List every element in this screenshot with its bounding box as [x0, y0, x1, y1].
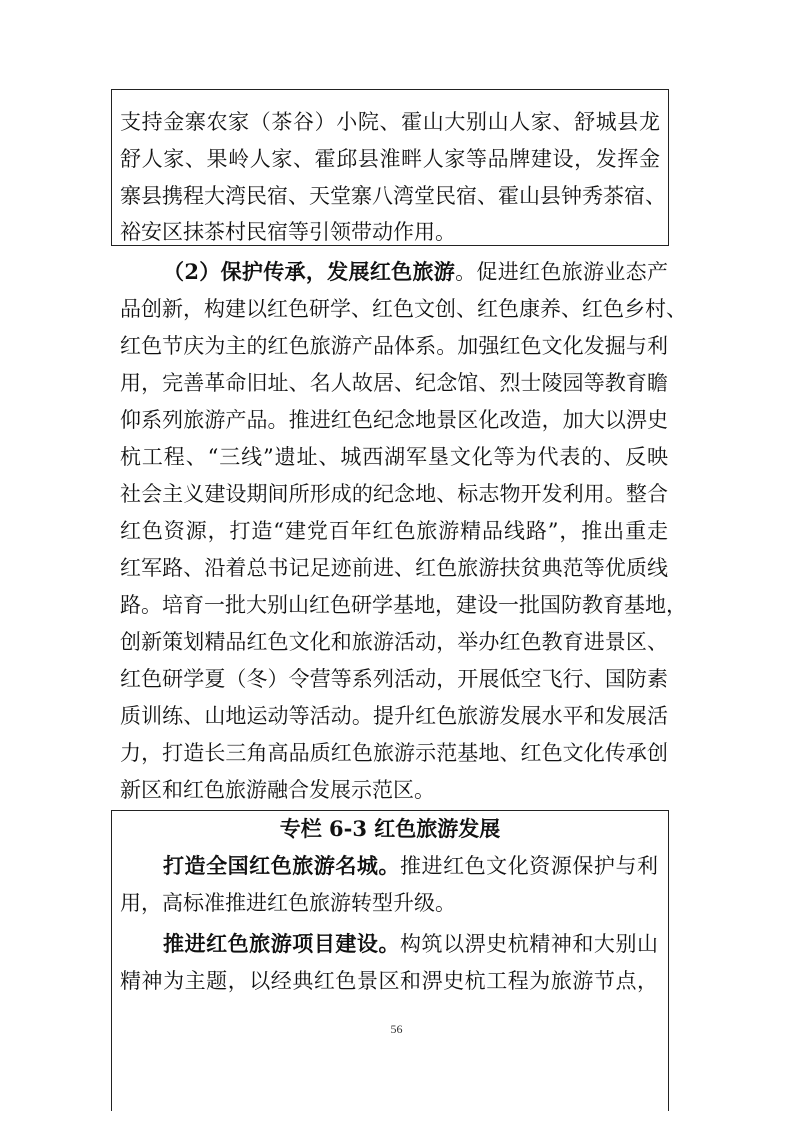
section-line: 红色资源，打造“建党百年红色旅游精品线路”，推出重走 [120, 519, 668, 543]
section-line: 路。培育一批大别山红色研学基地，建设一批国防教育基地， [120, 593, 687, 617]
section-line: 力，打造长三角高品质红色旅游示范基地、红色文化传承创 [120, 741, 668, 765]
column-item1-line1 [163, 852, 658, 880]
section-first-line [163, 258, 668, 286]
column-item1-line2: 用，高标准推进红色旅游转型升级。 [120, 891, 456, 915]
top-box-line-3: 寨县携程大湾民宿、天堂寨八湾堂民宿、霍山县钟秀茶宿、 [120, 184, 666, 208]
section-line: 红色研学夏（冬）令营等系列活动，开展低空飞行、国防素 [120, 667, 668, 691]
section-first-line-rest: 。促进红色旅游业态产 [455, 260, 668, 284]
page-number: 56 [390, 1022, 403, 1036]
section-line: 质训练、山地运动等活动。提升红色旅游发展水平和发展活 [120, 704, 668, 728]
column-item2-rest: 构筑以淠史杭精神和大别山 [400, 932, 658, 956]
section-line: 新区和红色旅游融合发展示范区。 [120, 778, 435, 802]
top-box-line-2: 舒人家、果岭人家、霍邱县淮畔人家等品牌建设，发挥金 [120, 147, 660, 171]
top-box-line-1: 支持金寨农家（茶谷）小院、霍山大别山人家、舒城县龙 [120, 110, 660, 134]
column-item2-heading: 推进红色旅游项目建设。 [163, 931, 400, 956]
column-item2-line1 [163, 930, 658, 958]
section-line: 仰系列旅游产品。推进红色纪念地景区化改造，加大以淠史 [120, 408, 668, 432]
column-item1-heading: 打造全国红色旅游名城。 [163, 853, 400, 878]
column-item2-line2: 精神为主题，以经典红色景区和淠史杭工程为旅游节点， [120, 969, 658, 993]
section-line: 杭工程、“三线”遗址、城西湖军垦文化等为代表的、反映 [120, 445, 668, 469]
column-title: 专栏 6-3 红色旅游发展 [279, 816, 501, 841]
section-line: 红色节庆为主的红色旅游产品体系。加强红色文化发掘与利 [120, 334, 668, 358]
section-heading: （2）保护传承，发展红色旅游 [163, 259, 456, 284]
section-line: 创新策划精品红色文化和旅游活动，举办红色教育进景区、 [120, 630, 668, 654]
section-line: 红军路、沿着总书记足迹前进、红色旅游扶贫典范等优质线 [120, 556, 668, 580]
column-item1-rest: 推进红色文化资源保护与利 [400, 854, 658, 878]
section-line: 社会主义建设期间所形成的纪念地、标志物开发利用。整合 [120, 482, 668, 506]
section-line: 品创新，构建以红色研学、红色文创、红色康养、红色乡村、 [120, 297, 687, 321]
section-line: 用，完善革命旧址、名人故居、纪念馆、烈士陵园等教育瞻 [120, 371, 668, 395]
top-box-line-4: 裕安区抹茶村民宿等引领带动作用。 [120, 220, 456, 244]
